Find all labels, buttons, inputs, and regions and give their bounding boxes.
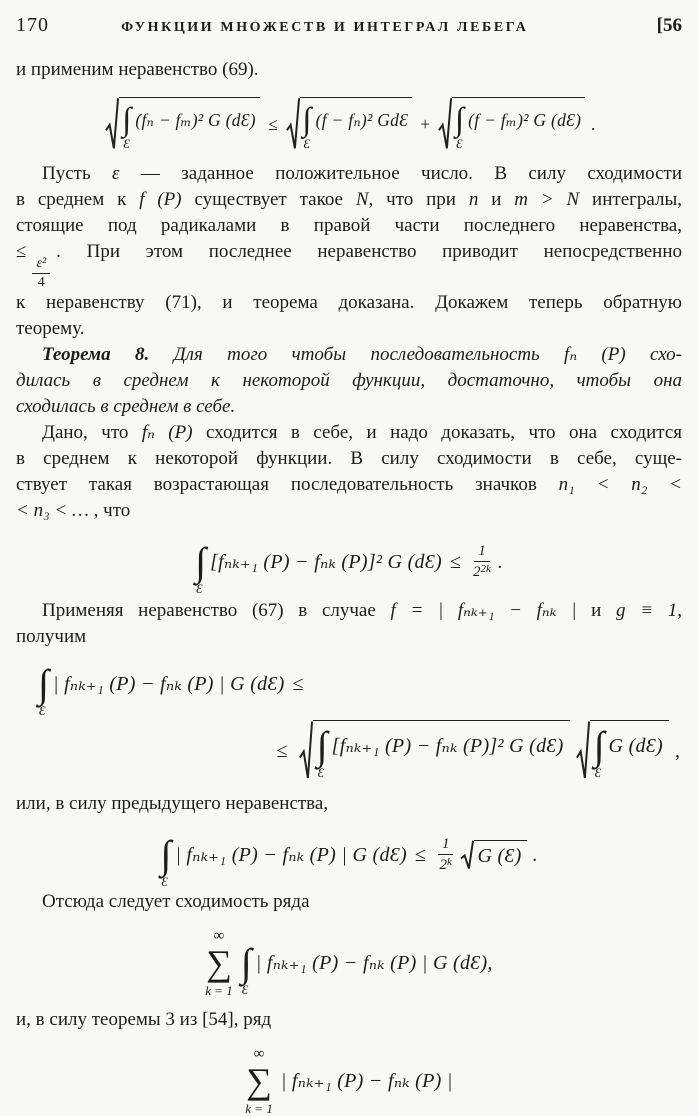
integral-sign: ∫ Ɛ bbox=[302, 102, 312, 151]
fraction: $\frac{1}{2^{2k}}$ bbox=[473, 543, 491, 580]
relation-symbol: ≤ bbox=[267, 114, 278, 134]
display-formula-series-integrals: ∞ ∑ k = 1 ∫ Ɛ | fₙₖ₊₁ (P) − fₙₖ (P) | G (dƐ), bbox=[205, 928, 493, 998]
display-formula-bound: ∫ Ɛ | fₙₖ₊₁ (P) − fₙₖ (P) | G (dƐ) ≤ $\frac{1}{2^k}$ G (Ɛ) . bbox=[160, 832, 538, 889]
display-formula-cauchy bbox=[16, 662, 682, 781]
integral-sign: ∫ Ɛ bbox=[38, 661, 49, 718]
summation-sign: ∞ ∑ k = 1 bbox=[205, 928, 233, 998]
paragraph-line: получим bbox=[16, 626, 87, 647]
integral-domain: Ɛ bbox=[196, 581, 203, 596]
sqrt-term: ∫ Ɛ (f − fₙ)² GdƐ bbox=[286, 97, 413, 151]
theorem-line: Теорема 8. Для того чтобы последовательность fₙ (P) схо- bbox=[42, 344, 682, 365]
paragraph-line: ствует такая возрастающая последовательность значков n₁ < n₂ < bbox=[16, 474, 683, 495]
summation-sign: ∞ ∑ k = 1 bbox=[245, 1046, 273, 1116]
relation-symbol: ≤ bbox=[276, 739, 288, 762]
page-body bbox=[16, 57, 682, 1115]
paragraph-line: или, в силу предыдущего неравенства, bbox=[16, 793, 329, 814]
integral-sign: ∫ Ɛ bbox=[455, 102, 465, 151]
formula-row: ∫ Ɛ | fₙₖ₊₁ (P) − fₙₖ (P) | G (dƐ) ≤ bbox=[16, 662, 682, 706]
paragraph-line: стоящие под радикалами в правой части последнего неравенства, bbox=[16, 215, 682, 236]
integral-sign: ∫ Ɛ bbox=[316, 723, 328, 780]
radical-icon bbox=[299, 720, 313, 781]
paragraph-line: < n₃ < … , что bbox=[16, 500, 131, 521]
paragraph-line: и, в силу теоремы 3 из [54], ряд bbox=[16, 1009, 272, 1030]
running-header bbox=[16, 14, 682, 37]
intro-line: и применим неравенство (69). bbox=[16, 59, 259, 80]
relation-symbol: ≤ bbox=[450, 551, 461, 573]
chapter-title: ФУНКЦИИ МНОЖЕСТВ И ИНТЕГРАЛ ЛЕБЕГА bbox=[121, 20, 529, 35]
integral-sign: ∫ Ɛ bbox=[122, 102, 132, 151]
integral-domain: Ɛ bbox=[456, 136, 463, 151]
integral-domain: Ɛ bbox=[123, 136, 130, 151]
section-ref: [56 bbox=[656, 15, 682, 36]
integral-domain: Ɛ bbox=[303, 136, 310, 151]
integral-sign: ∫ Ɛ bbox=[593, 723, 605, 780]
integral-domain: Ɛ bbox=[241, 982, 249, 997]
paragraph-line: ≤ $\frac{\text{ε²}}{4}$ . При этом последнее неравенство приводит непосредственно bbox=[16, 241, 682, 290]
paragraph-line: Применяя неравенство (67) в случае f = | fₙₖ₊₁ − fₙₖ | и g ≡ 1, bbox=[42, 600, 683, 621]
display-formula-triangle-inequality: ∫ Ɛ (fₙ − fₘ)² G (dƐ) ≤ ∫ Ɛ (f − fₙ)² GdƐ + ∫ Ɛ (f − fₘ)² G (dƐ) . bbox=[16, 97, 682, 151]
inline-fraction: $\frac{\text{ε²}}{4}$ bbox=[32, 257, 50, 290]
formula-row: ≤ ∫ Ɛ [fₙₖ₊₁ (P) − fₙₖ (P)]² G (dƐ) ∫ Ɛ G (dƐ) , bbox=[16, 720, 682, 781]
integral-domain: Ɛ bbox=[161, 874, 168, 889]
relation-symbol: ≤ bbox=[414, 844, 426, 866]
paragraph-line: теорему. bbox=[16, 318, 85, 339]
theorem-line: дилась в среднем к некоторой функции, достаточно, чтобы она bbox=[16, 370, 682, 391]
paragraph-line: к неравенству (71), и теорема доказана. Докажем теперь обратную bbox=[16, 292, 682, 313]
theorem-8 bbox=[16, 342, 682, 420]
display-formula-series-abs: ∞ ∑ k = 1 | fₙₖ₊₁ (P) − fₙₖ (P) | bbox=[245, 1046, 453, 1116]
paragraph-line: Отсюда следует сходимость ряда bbox=[42, 891, 310, 912]
paragraph-line: Дано, что fₙ (P) сходится в себе, и надо доказать, что она сходится bbox=[42, 422, 683, 443]
display-formula-square-bound: ∫ Ɛ [fₙₖ₊₁ (P) − fₙₖ (P)]² G (dƐ) ≤ $\frac{1}{2^{2k}}$ . bbox=[195, 539, 503, 596]
radical-icon bbox=[286, 97, 300, 151]
integral-sign: ∫ Ɛ bbox=[240, 940, 252, 997]
radical-icon bbox=[460, 840, 474, 870]
sqrt-term: ∫ Ɛ [fₙₖ₊₁ (P) − fₙₖ (P)]² G (dƐ) bbox=[299, 720, 570, 781]
radical-icon bbox=[576, 720, 590, 781]
paragraph-line: в среднем к f (P) существует такое N, что при n и m > N интегралы, bbox=[16, 189, 683, 210]
fraction: $\frac{1}{2^k}$ bbox=[439, 836, 452, 873]
integral-sign: ∫ Ɛ bbox=[195, 539, 207, 596]
relation-symbol: ≤ bbox=[292, 673, 304, 695]
paragraph-line: Пусть ε — заданное положительное число. В силу сходимости bbox=[42, 163, 682, 184]
page-number: 170 bbox=[16, 14, 49, 36]
sqrt-term: ∫ Ɛ G (dƐ) bbox=[576, 720, 669, 781]
theorem-label: Теорема 8. bbox=[42, 344, 150, 365]
radical-icon bbox=[105, 97, 119, 151]
radical-icon bbox=[438, 97, 452, 151]
integral-sign: ∫ Ɛ bbox=[160, 832, 172, 889]
plus-symbol: + bbox=[420, 114, 431, 134]
integral-domain: Ɛ bbox=[594, 765, 601, 780]
theorem-line: сходилась в среднем в себе. bbox=[16, 396, 236, 417]
sqrt-term: ∫ Ɛ (fₙ − fₘ)² G (dƐ) bbox=[105, 97, 260, 151]
sqrt-term: G (Ɛ) bbox=[460, 840, 526, 870]
integral-domain: Ɛ bbox=[39, 703, 46, 718]
paragraph-line: в среднем к некоторой функции. В силу сходимости в себе, суще- bbox=[16, 448, 682, 469]
integral-domain: Ɛ bbox=[317, 765, 325, 780]
sqrt-term: ∫ Ɛ (f − fₘ)² G (dƐ) bbox=[438, 97, 585, 151]
